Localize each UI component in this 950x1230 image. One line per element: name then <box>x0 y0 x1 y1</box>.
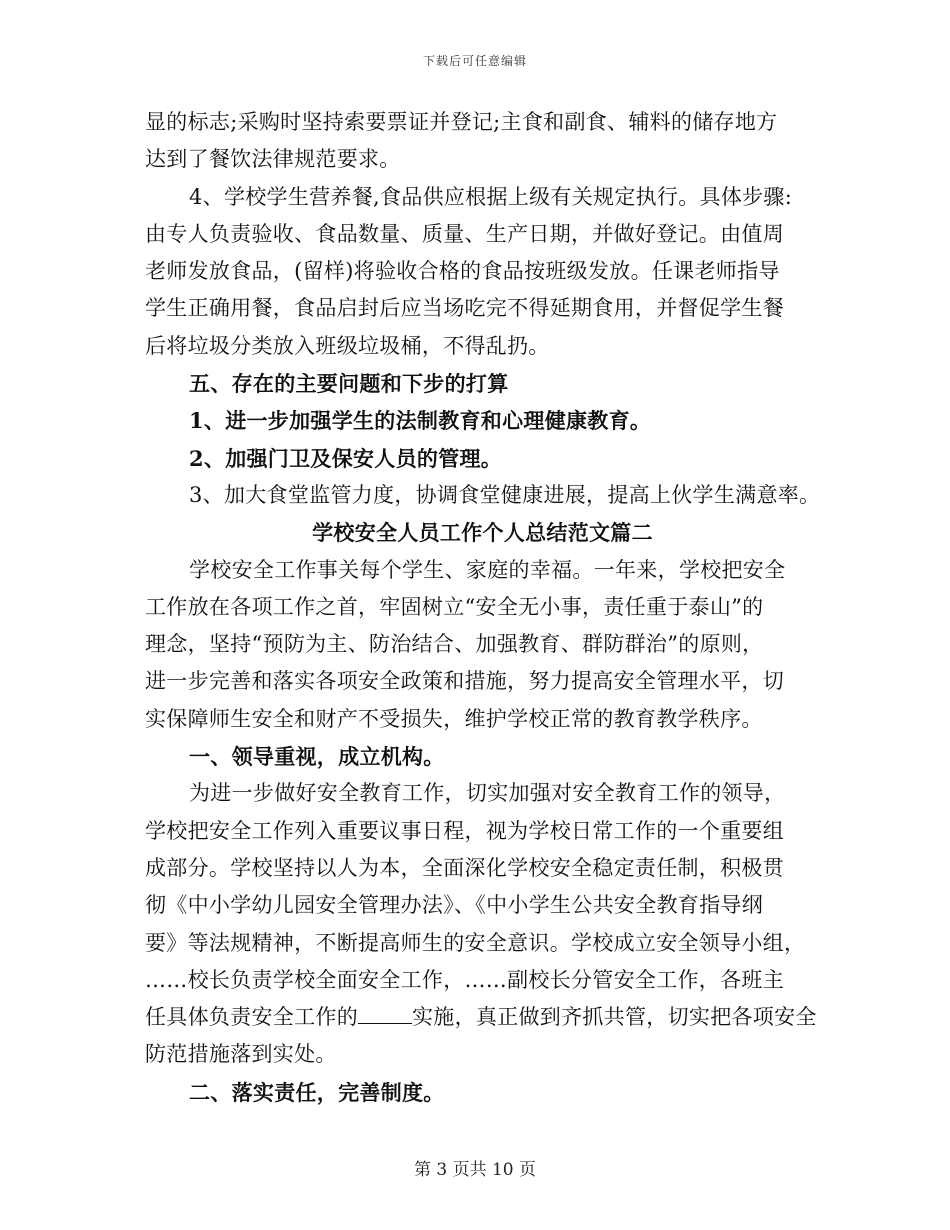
paragraph-line: 后将垃圾分类放入班级垃圾桶，不得乱扔。 <box>145 333 550 358</box>
article-title: 学校安全人员工作个人总结范文篇二 <box>312 520 653 546</box>
paragraph-line: 彻《中小学幼儿园安全管理办法》、《中小学生公共安全教育指导纲 <box>145 893 763 918</box>
line-text-before-blank: 任具体负责安全工作的 <box>145 1005 358 1030</box>
paragraph-line: 要》等法规精神，不断提高师生的安全意识。学校成立安全领导小组， <box>145 930 806 955</box>
paragraph-line: 学校安全工作事关每个学生、家庭的幸福。一年来，学校把安全 <box>189 557 786 582</box>
list-item: 3、加大食堂监管力度，协调食堂健康进展，提高上伙学生满意率。 <box>189 482 821 507</box>
paragraph-line: 显的标志;采购时坚持索要票证并登记;主食和副食、辅料的储存地方 <box>145 110 778 134</box>
section-heading: 一、领导重视，成立机构。 <box>189 744 445 770</box>
page-header: 下载后可任意编辑 <box>422 54 527 68</box>
section-heading: 二、落实责任，完善制度。 <box>189 1079 445 1105</box>
paragraph-line: 为进一步做好安全教育工作，切实加强对安全教育工作的领导， <box>189 781 786 806</box>
paragraph-line: 工作放在各项工作之首，牢固树立“安全无小事，责任重于泰山”的 <box>145 594 764 619</box>
paragraph-line: ……校长负责学校全面安全工作，……副校长分管安全工作，各班主 <box>145 967 784 992</box>
paragraph-line: 实保障师生安全和财产不受损失，维护学校正常的教育教学秩序。 <box>145 706 763 731</box>
paragraph-line: 防范措施落到实处。 <box>145 1042 337 1067</box>
section-heading: 五、存在的主要问题和下步的打算 <box>189 371 509 397</box>
document-body <box>145 104 820 1111</box>
paragraph-line: 进一步完善和落实各项安全政策和措施，努力提高安全管理水平，切 <box>145 669 784 694</box>
paragraph-line: 由专人负责验收、食品数量、质量、生产日期，并做好登记。由值周 <box>145 221 784 246</box>
page-footer: 第 3 页共 10 页 <box>413 1160 537 1180</box>
paragraph-line: 老师发放食品，(留样)将验收合格的食品按班级发放。任课老师指导 <box>145 259 780 284</box>
paragraph-line: 4、学校学生营养餐,食品供应根据上级有关规定执行。具体步骤: <box>189 184 793 209</box>
paragraph-line: 达到了餐饮法律规范要求。 <box>145 147 401 172</box>
paragraph-line <box>145 999 820 1036</box>
paragraph-line: 学生正确用餐，食品启封后应当场吃完不得延期食用，并督促学生餐 <box>145 296 784 321</box>
line-text-after-blank: 实施，真正做到齐抓共管，切实把各项安全 <box>412 1005 817 1030</box>
paragraph-line: 学校把安全工作列入重要议事日程，视为学校日常工作的一个重要组 <box>145 818 784 843</box>
paragraph-line: 成部分。学校坚持以人为本，全面深化学校安全稳定责任制，积极贯 <box>145 855 784 880</box>
fill-in-blank <box>358 1005 412 1024</box>
list-item: 2、加强门卫及保安人员的管理。 <box>189 445 503 471</box>
paragraph-line: 理念，坚持“预防为主、防治结合、加强教育、群防群治”的原则， <box>145 632 764 657</box>
list-item: 1、进一步加强学生的法制教育和心理健康教育。 <box>189 408 652 434</box>
